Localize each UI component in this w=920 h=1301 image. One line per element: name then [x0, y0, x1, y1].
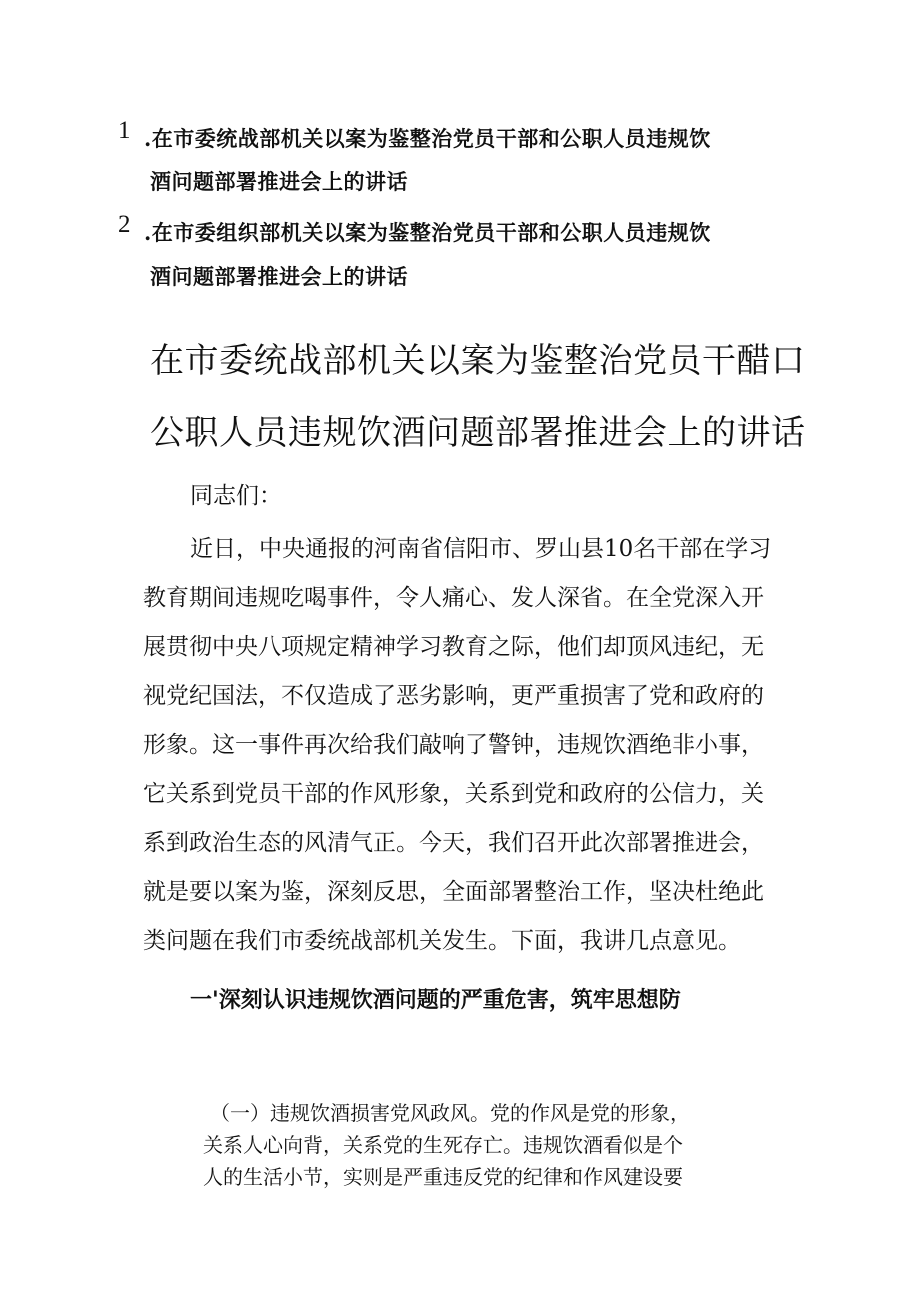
paragraph-line: 教育期间违规吃喝事件，令人痛心、发人深省。在全党深入开 [143, 585, 764, 611]
paragraph-line: 形象。这一事件再次给我们敲响了警钟，违规饮酒绝非小事， [143, 732, 764, 758]
paragraph-line: 视党纪国法，不仅造成了恶劣影响，更严重损害了党和政府的 [143, 683, 764, 709]
document-title-line1: 在市委统战部机关以案为鉴整治党员干醋口 [150, 341, 806, 381]
toc-text-line1: .在市委组织部机关以案为鉴整治党员干部和公职人员违规饮 [144, 220, 711, 245]
paragraph-line: 它关系到党员干部的作风形象，关系到党和政府的公信力，关 [143, 781, 764, 807]
toc-number: 2 [118, 211, 131, 238]
toc-number: 1 [118, 117, 131, 144]
toc-text-line2: 酒问题部署推进会上的讲话 [150, 169, 408, 194]
toc-text-line1: .在市委统战部机关以案为鉴整治党员干部和公职人员违规饮 [144, 126, 711, 151]
subsection-line: 人的生活小节，实则是严重违反党的纪律和作风建设要 [203, 1165, 683, 1189]
salutation: 同志们： [190, 483, 282, 509]
subsection-line: （一）违规饮酒损害党风政风。党的作风是党的形象， [210, 1101, 690, 1125]
document-title-line2: 公职人员违规饮酒问题部署推进会上的讲话 [150, 413, 806, 453]
paragraph-line: 类问题在我们市委统战部机关发生。下面，我讲几点意见。 [143, 928, 741, 954]
subsection-line: 关系人心向背，关系党的生死存亡。违规饮酒看似是个 [203, 1133, 683, 1157]
section-heading-1: 一'深刻认识违规饮酒问题的严重危害，筑牢思想防 [190, 987, 681, 1013]
toc-text-line2: 酒问题部署推进会上的讲话 [150, 264, 408, 289]
paragraph-line: 就是要以案为鉴，深刻反思，全面部署整治工作，坚决杜绝此 [143, 879, 764, 905]
paragraph-line: 展贯彻中央八项规定精神学习教育之际，他们却顶风违纪，无 [143, 634, 764, 660]
paragraph-line: 近日，中央通报的河南省信阳市、罗山县10名干部在学习 [190, 536, 772, 562]
paragraph-line: 系到政治生态的风清气正。今天，我们召开此次部署推进会， [143, 830, 764, 856]
